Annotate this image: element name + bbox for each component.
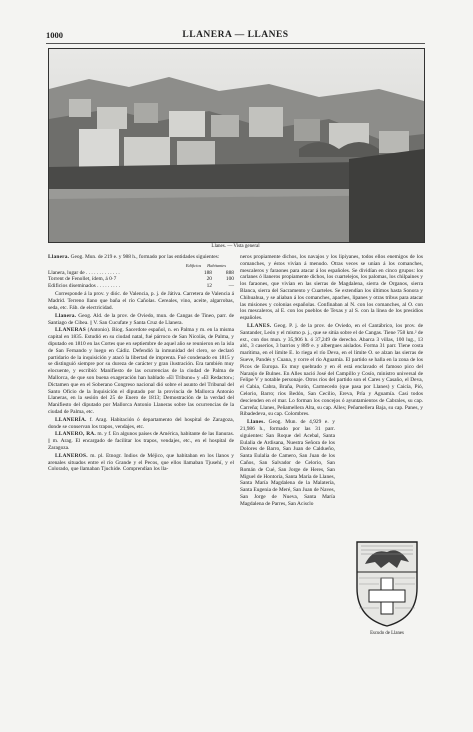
- coat-of-arms-image: [353, 538, 421, 628]
- entry-llanes-mun: Llanes. Geog. Mun. de 4,929 e. y 21,986 h., formado por las 31 parr. siguientes: San Roque del Acebal, Santa Eulalia de Ardisana, Nuestra Señora de los Dolores de Barro, San Juan de Caldueño, Santa Eulalia de Camero, San Juan de los Caños, San Salvador de Celorio, San Román de Cué, San Jorge de Heres, San Miguel de Hontoria, Santa María de Llanes, Santa María Magdalena de la Malatería, Santa Eugenia de Meré, San Juan de Naves, San Jorge de Nueva, Santa María Magdalena de Parres, San Acisclo: [240, 419, 335, 507]
- page-number: 1000: [46, 30, 63, 40]
- entry-text: Corresponde á la prov. y dióc. de Valencia, p. j. de Játiva. Carretera de Valencia á Madrid. Terreno llano que baña el río Cañolas. Cereales, vino, aceite, algarrobas, seda, etc. Fáb. de electricidad.: [48, 291, 234, 311]
- entry-llaneras: LLANERAS (Antonio). Biog. Sacerdote español, n. en Palma y m. en la misma capital en 1835. Estudió en su ciudad natal, fué párroco de San Nicolás, de Palma, y diputado en 1810 en las Cortes que en septiembre de aquel año se reunieron en la isla de San Fernando y luego en Cádiz. Defendió la inmunidad del clero, se declaró partidario de la inquisición y atacó la libertad de imprenta. Fué condenado en 1815 y se distinguió siempre por su dureza de carácter y gran ilustración. Era también muy elocuente, y escribió: Manifiesto de las ocurrencias de la ciudad de Palma de Mallorca, de que son buena exageración han hablado «El Tribuno» y «El Redactor»; Dictamen que en el Soberano Congreso nacional dió sobre el asunto del Tribunal del Santo Oficio de la Inquisición el diputado por la provincia de Mallorca Antonio Llaneras, en la sesión del 25 de Enero de 1813; Demostración de la verdad del Manifiesto del diputado por Mallorca Antonio Llaneras sobre las ocurrencias de la ciudad de Palma, etc.: [48, 327, 234, 415]
- entry-text: neros propiamente dichos, los navajos y los lipiyanes, todos ellos enemigos de los comanches, y éstos vivían á menudo. Otras veces se unían á los comanches, mescaleros y faraones para atacar á los españoles. Se dividían en cinco grupos: los carlanes ó llaneros propiamente dichos, los cuartelejos, los palomas, los chilpaines y los faraones, que vivían en las sierras de Magdalena, sierra de Organos, sierra Blanca, sierra del Sacramento y Cuarteles. Se extendían los últimos hasta Sonora y Chihuahua, y se aliaban á los comanches, apaches, lipanes y otras tribus para atacar las misiones y colonias españolas. Confinaban al N. con los comanches, al O. con los mescaleros, al E. con los pueblos de Texas y al S. con la línea de los presidios españoles.: [240, 254, 423, 322]
- photo-caption: Llanes. — Vista general: [211, 244, 260, 249]
- table-row: Edificios diseminados . . . . . . . . . 12 —: [48, 282, 234, 289]
- table-header: Edificios Habitantes: [185, 262, 226, 268]
- entry-llaneria: LLANERÍA. f. Arag. Habitación ó departamento del hospital de Zaragoza, donde se conservan los trapos, vendajes, etc.: [48, 416, 234, 430]
- population-table: [48, 263, 234, 290]
- entry-llanes-pj: LLANES. Geog. P. j. de la prov. de Oviedo, en el Cantábrico, los prov. de Santander, León y el mismo p. j., que se sitúa sobre el de Cangas. Tiene 758 km.² de ext., con dos mun. y 35,906 h. ó 37,249 de derecho. Abarca 3 villas, 100 lug., 13 ald., 3 caseríos, 3 barrios y 889 e. y albergues aislados. Forma 31 parr. Tiene costa marítima, en el límite E. lo riega el río Deva, en el límite O. se alzan las sierras de Sueve, Pandés y Cuana, y corre el río Aguamía. El partido se halla en la zona de los Picos de Europa. Es muy quebrado y en él está enclavado el famoso pico del Naranjo de Bulnes. En Alles nació José del Campillo y Cosío, ministro universal de Felipe V y notable personaje. Otros ríos del partido son el Cares y Casaño, el Deva, el Cabia, Cabra, Braña, Purón, Carmecedo (que pasa por Llanes) y Caicía, Pió, Celorio, Barro; ríos Bedón, San Cecilio, Ereva, Pría y Aguamía. Casi todos descienden en el mar. Lo forman los concejos ó ayuntamientos de Cabrales, su cap. Carreña; Llanes, Peñamellera Alta, su cap. Alles; Peñamellera Baja, su cap. Panes, y Ribadedeva, su cap. Colombres.: [240, 322, 423, 418]
- entry-llaneros: LLANEROS. m. pl. Etnogr. Indios de Méjico, que habitaban en los llanos y arenales situados entre el río Grande y el Pecos, que ellos llamaban Tjusehí, y el Colorado, que llamaban Tjuchide. Comprendían los lla-: [48, 452, 234, 473]
- entry-llanero: LLANERO, RA. m. y f. En algunos países de América, habitante de las llanuras. || m. Arag. El encargado de facilitar los trapos, vendajes, etc., en el hospital de Zaragoza.: [48, 431, 235, 451]
- running-header: [46, 30, 425, 42]
- header-rule: [46, 43, 425, 44]
- right-column: [240, 254, 423, 508]
- town-photograph: [48, 48, 425, 243]
- table-row: Torrent de Fenollet, ídem, á 0·7 20 100: [48, 276, 234, 283]
- left-column: [48, 254, 234, 474]
- entry-llanera-ald: Llanera. Geog. Ald. de la prov. de Oviedo, mun. de Cangas de Tineo, parr. de Santiago de Cibea. || V. San Cucufate y Santa Cruz de Llanera.: [48, 312, 234, 326]
- entry-llanera-geog: Llanera. Geog. Mun. de 219 e. y 988 h., formado por las entidades siguientes:: [48, 254, 220, 260]
- coat-caption: Escudo de Llanes: [370, 631, 404, 636]
- headword: Llanera.: [48, 254, 70, 260]
- table-row: Llanera, lugar de . . . . . . . . . . . . . 188 888: [48, 269, 234, 276]
- running-title: LLANERA — LLANES: [182, 30, 289, 40]
